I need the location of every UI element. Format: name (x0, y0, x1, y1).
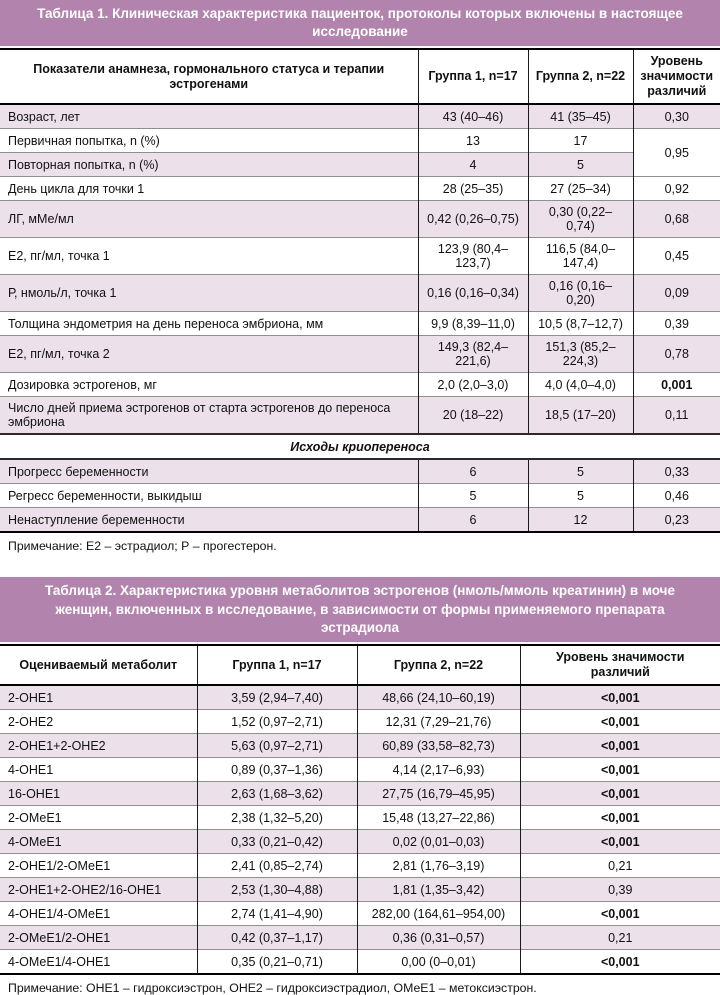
table-row (0, 926, 720, 950)
table-row (0, 878, 720, 902)
group1-value-cell: 0,89 (0,37–1,36) (197, 758, 357, 782)
table-row (0, 104, 720, 129)
table-row (0, 902, 720, 926)
column-header-group1: Группа 1, n=17 (418, 49, 528, 104)
row-label-cell: Первичная попытка, n (%) (0, 129, 418, 153)
row-label-cell: 2-ОМеЕ1/2-ОНЕ1 (0, 926, 197, 950)
p-value-cell: 0,09 (633, 275, 720, 312)
p-value-cell: <0,001 (520, 710, 720, 734)
row-label-cell: 2-ОМеЕ1 (0, 806, 197, 830)
group1-value-cell: 9,9 (8,39–11,0) (418, 312, 528, 336)
group2-value-cell: 151,3 (85,2–224,3) (528, 336, 633, 373)
p-value-cell: <0,001 (520, 950, 720, 975)
table-row (0, 782, 720, 806)
table-row (0, 129, 720, 153)
group1-value-cell: 2,41 (0,85–2,74) (197, 854, 357, 878)
row-label-cell: Число дней приема эстрогенов от старта эстрогенов до переноса эмбриона (0, 397, 418, 435)
group2-value-cell: 0,02 (0,01–0,03) (357, 830, 520, 854)
section-header-label: Исходы криопереноса (0, 434, 720, 459)
table-row (0, 484, 720, 508)
row-label-cell: Возраст, лет (0, 104, 418, 129)
group2-value-cell: 5 (528, 153, 633, 177)
group1-value-cell: 2,63 (1,68–3,62) (197, 782, 357, 806)
table2-footnote: Примечание: ОНЕ1 – гидроксиэстрон, ОНЕ2 – гидроксиэстрадиол, ОМеЕ1 – метоксиэстрон. (8, 981, 537, 995)
p-value-cell: <0,001 (520, 806, 720, 830)
p-value-cell: <0,001 (520, 782, 720, 806)
group1-value-cell: 28 (25–35) (418, 177, 528, 201)
row-label-cell: Е2, пг/мл, точка 1 (0, 238, 418, 275)
p-value-cell: 0,001 (633, 373, 720, 397)
table-row (0, 830, 720, 854)
group1-value-cell: 2,53 (1,30–4,88) (197, 878, 357, 902)
column-header-group2: Группа 2, n=22 (528, 49, 633, 104)
group2-value-cell: 41 (35–45) (528, 104, 633, 129)
group2-value-cell: 15,48 (13,27–22,86) (357, 806, 520, 830)
row-label-cell: Прогресс беременности (0, 459, 418, 484)
table-row (0, 854, 720, 878)
group1-value-cell: 2,74 (1,41–4,90) (197, 902, 357, 926)
table-row (0, 238, 720, 275)
table-row (0, 459, 720, 484)
row-label-cell: ЛГ, мМе/мл (0, 201, 418, 238)
group1-value-cell: 6 (418, 459, 528, 484)
group2-value-cell: 10,5 (8,7–12,7) (528, 312, 633, 336)
row-label-cell: Е2, пг/мл, точка 2 (0, 336, 418, 373)
group1-value-cell: 0,16 (0,16–0,34) (418, 275, 528, 312)
row-label-cell: Ненаступление беременности (0, 508, 418, 533)
group2-value-cell: 27,75 (16,79–45,95) (357, 782, 520, 806)
group1-value-cell: 149,3 (82,4–221,6) (418, 336, 528, 373)
group2-value-cell: 27 (25–34) (528, 177, 633, 201)
table-row (0, 806, 720, 830)
table2 (0, 644, 720, 975)
table1 (0, 48, 720, 533)
table-row (0, 685, 720, 710)
group2-value-cell: 0,00 (0–0,01) (357, 950, 520, 975)
row-label-cell: 4-ОМеЕ1/4-ОНЕ1 (0, 950, 197, 975)
group1-value-cell: 5 (418, 484, 528, 508)
group2-value-cell: 0,36 (0,31–0,57) (357, 926, 520, 950)
p-value-cell: 0,45 (633, 238, 720, 275)
group2-value-cell: 2,81 (1,76–3,19) (357, 854, 520, 878)
table1-header-row (0, 49, 720, 104)
table-row (0, 710, 720, 734)
table-row (0, 758, 720, 782)
row-label-cell: 2-ОНЕ1 (0, 685, 197, 710)
row-label-cell: 4-ОНЕ1/4-ОМеЕ1 (0, 902, 197, 926)
row-label-cell: 4-ОМеЕ1 (0, 830, 197, 854)
table2-header-row (0, 645, 720, 685)
table-row (0, 312, 720, 336)
p-value-cell: <0,001 (520, 734, 720, 758)
table1-title: Таблица 1. Клиническая характеристика пациенток, протоколы которых включены в настоящее исследование (0, 0, 720, 46)
table-row (0, 508, 720, 533)
p-value-cell: 0,39 (633, 312, 720, 336)
p-value-cell: 0,92 (633, 177, 720, 201)
group2-value-cell: 48,66 (24,10–60,19) (357, 685, 520, 710)
table-row (0, 177, 720, 201)
p-value-cell: 0,23 (633, 508, 720, 533)
p-value-cell: 0,78 (633, 336, 720, 373)
group1-value-cell: 1,52 (0,97–2,71) (197, 710, 357, 734)
group2-value-cell: 4,14 (2,17–6,93) (357, 758, 520, 782)
p-value-cell: 0,30 (633, 104, 720, 129)
group1-value-cell: 123,9 (80,4–123,7) (418, 238, 528, 275)
column-header-metabolite: Оцениваемый метаболит (0, 645, 197, 685)
group2-value-cell: 0,16 (0,16–0,20) (528, 275, 633, 312)
p-value-cell: 0,11 (633, 397, 720, 435)
group2-value-cell: 5 (528, 484, 633, 508)
row-label-cell: Дозировка эстрогенов, мг (0, 373, 418, 397)
row-label-cell: 4-ОНЕ1 (0, 758, 197, 782)
group1-value-cell: 0,35 (0,21–0,71) (197, 950, 357, 975)
row-label-cell: 2-ОНЕ1+2-ОНЕ2/16-ОНЕ1 (0, 878, 197, 902)
group1-value-cell: 2,0 (2,0–3,0) (418, 373, 528, 397)
p-value-cell: 0,46 (633, 484, 720, 508)
group1-value-cell: 5,63 (0,97–2,71) (197, 734, 357, 758)
group2-value-cell: 116,5 (84,0–147,4) (528, 238, 633, 275)
group1-value-cell: 0,33 (0,21–0,42) (197, 830, 357, 854)
row-label-cell: Толщина эндометрия на день переноса эмбриона, мм (0, 312, 418, 336)
column-header-group1: Группа 1, n=17 (197, 645, 357, 685)
group2-value-cell: 17 (528, 129, 633, 153)
column-header-group2: Группа 2, n=22 (357, 645, 520, 685)
table-row (0, 950, 720, 975)
group2-value-cell: 0,30 (0,22–0,74) (528, 201, 633, 238)
row-label-cell: 16-ОНЕ1 (0, 782, 197, 806)
p-value-cell: <0,001 (520, 830, 720, 854)
group2-value-cell: 12,31 (7,29–21,76) (357, 710, 520, 734)
group1-value-cell: 3,59 (2,94–7,40) (197, 685, 357, 710)
group1-value-cell: 20 (18–22) (418, 397, 528, 435)
table-row (0, 201, 720, 238)
group2-value-cell: 282,00 (164,61–954,00) (357, 902, 520, 926)
row-label-cell: 2-ОНЕ2 (0, 710, 197, 734)
group1-value-cell: 0,42 (0,26–0,75) (418, 201, 528, 238)
group1-value-cell: 0,42 (0,37–1,17) (197, 926, 357, 950)
row-label-cell: 2-ОНЕ1+2-ОНЕ2 (0, 734, 197, 758)
group1-value-cell: 43 (40–46) (418, 104, 528, 129)
table-row (0, 336, 720, 373)
table-row (0, 373, 720, 397)
row-label-cell: 2-ОНЕ1/2-ОМеЕ1 (0, 854, 197, 878)
group1-value-cell: 13 (418, 129, 528, 153)
group1-value-cell: 2,38 (1,32–5,20) (197, 806, 357, 830)
group2-value-cell: 4,0 (4,0–4,0) (528, 373, 633, 397)
row-label-cell: Р, нмоль/л, точка 1 (0, 275, 418, 312)
section-header-row (0, 434, 720, 459)
row-label-cell: Повторная попытка, n (%) (0, 153, 418, 177)
column-header-significance: Уровень значимости различий (520, 645, 720, 685)
p-value-cell: 0,21 (520, 926, 720, 950)
row-label-cell: День цикла для точки 1 (0, 177, 418, 201)
table-row (0, 397, 720, 435)
column-header-significance: Уровень значимости различий (633, 49, 720, 104)
p-value-cell: 0,33 (633, 459, 720, 484)
group2-value-cell: 18,5 (17–20) (528, 397, 633, 435)
row-label-cell: Регресс беременности, выкидыш (0, 484, 418, 508)
group2-value-cell: 12 (528, 508, 633, 533)
p-value-cell: 0,68 (633, 201, 720, 238)
group2-value-cell: 60,89 (33,58–82,73) (357, 734, 520, 758)
group2-value-cell: 1,81 (1,35–3,42) (357, 878, 520, 902)
p-value-cell: 0,39 (520, 878, 720, 902)
p-value-cell: 0,21 (520, 854, 720, 878)
group2-value-cell: 5 (528, 459, 633, 484)
p-value-cell: 0,95 (633, 129, 720, 177)
table1-footnote: Примечание: Е2 – эстрадиол; Р – прогестерон. (8, 539, 277, 554)
table-row (0, 275, 720, 312)
p-value-cell: <0,001 (520, 758, 720, 782)
p-value-cell: <0,001 (520, 902, 720, 926)
table-row (0, 153, 720, 177)
group1-value-cell: 6 (418, 508, 528, 533)
p-value-cell: <0,001 (520, 685, 720, 710)
table2-block (0, 577, 720, 995)
table2-title: Таблица 2. Характеристика уровня метаболитов эстрогенов (нмоль/ммоль креатинин) в моче женщин, включенных в исследование, в зависимости от формы применяемого препарата эстрадиола (0, 577, 720, 642)
column-header-indicators: Показатели анамнеза, гормонального статуса и терапии эстрогенами (0, 49, 418, 104)
table-row (0, 734, 720, 758)
group1-value-cell: 4 (418, 153, 528, 177)
